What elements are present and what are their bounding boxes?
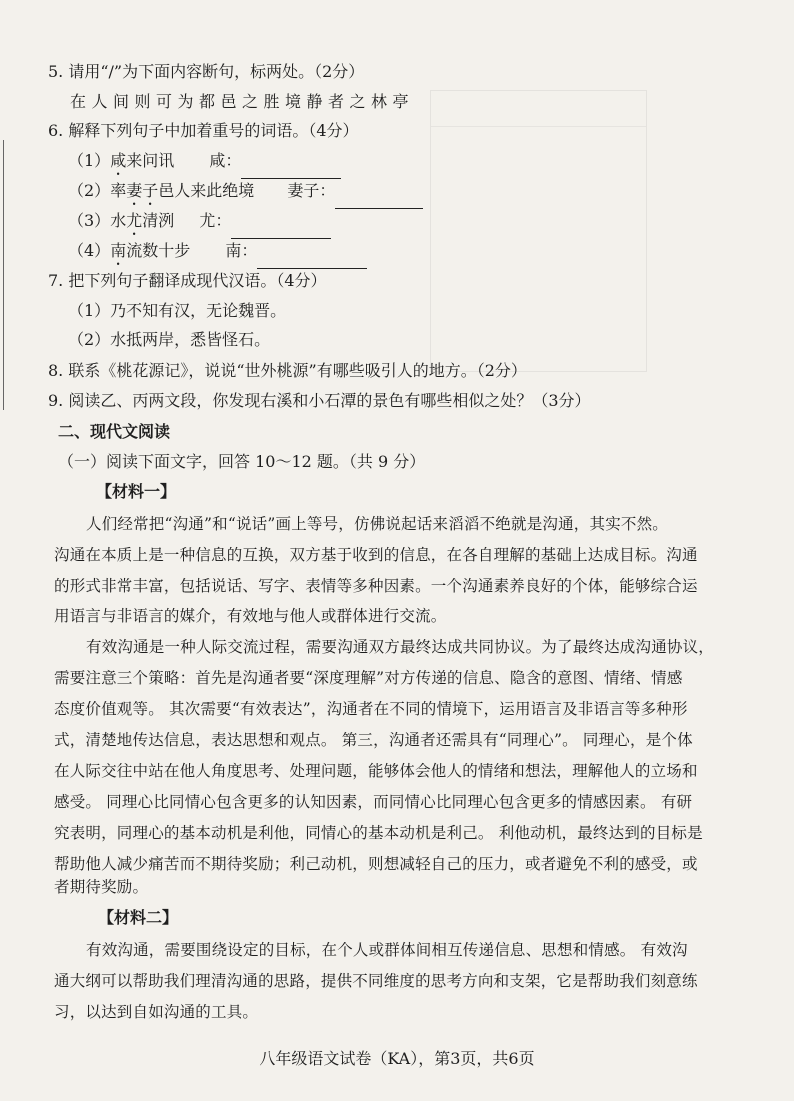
q6-item-3-answer-blank[interactable] bbox=[231, 222, 331, 239]
q6-item-2-answer-blank[interactable] bbox=[335, 192, 423, 209]
material1-line-11: 究表明，同理心的基本动机是利他，同情心的基本动机是利己。 利他动机，最终达到的目标是 bbox=[54, 824, 703, 842]
material1-line-10: 感受。 同理心比同情心包含更多的认知因素，而同情心比同理心包含更多的情感因素。 有研 bbox=[54, 793, 693, 811]
q8-prompt: 8. 联系《桃花源记》，说说“世外桃源”有哪些吸引人的地方。（2分） bbox=[48, 361, 527, 380]
material2-line-2: 通大纲可以帮助我们理清沟通的思路，提供不同维度的思考方向和支架，它是帮助我们刻意练 bbox=[54, 972, 698, 990]
q6-item-4-emph: 南 bbox=[110, 241, 127, 260]
q6-item-3-emph: 尤 bbox=[126, 211, 143, 230]
q9-prompt: 9. 阅读乙、丙两文段，你发现右溪和小石潭的景色有哪些相似之处？（3分） bbox=[48, 391, 591, 410]
q6-item-3-post: 清洌 bbox=[142, 211, 175, 230]
material2-line-1: 有效沟通，需要围绕设定的目标，在个人或群体间相互传递信息、思想和情感。 有效沟 bbox=[86, 941, 688, 959]
q6-item-2-post: 邑人来此绝境 bbox=[158, 181, 255, 200]
q6-item-2-emph: 妻子 bbox=[126, 181, 159, 200]
material1-line-4: 用语言与非语言的媒介，有效地与他人或群体进行交流。 bbox=[54, 607, 447, 625]
q6-item-2-num: （2） bbox=[68, 181, 111, 200]
q7-item-1: （1）乃不知有汉，无论魏晋。 bbox=[68, 301, 287, 320]
material1-line-3: 的形式非常丰富，包括说话、写字、表情等多种因素。一个沟通素养良好的个体，能够综合运 bbox=[54, 577, 698, 595]
material1-line-2: 沟通在本质上是一种信息的互换，双方基于收到的信息，在各自理解的基础上达成目标。沟通 bbox=[54, 546, 698, 564]
q6-item-2-term: 妻子： bbox=[287, 181, 336, 200]
q7-item-2: （2）水抵两岸，悉皆怪石。 bbox=[68, 330, 271, 349]
material1-line-7: 态度价值观等。 其次需要“有效表达”，沟通者在不同的情境下，运用语言及非语言等多种形 bbox=[54, 700, 688, 718]
material1-line-1: 人们经常把“沟通”和“说话”画上等号，仿佛说起话来滔滔不绝就是沟通，其实不然。 bbox=[86, 515, 668, 533]
q6-item-1-emph: 咸 bbox=[110, 151, 127, 170]
material1-line-8: 式，清楚地传达信息，表达思想和观点。 第三，沟通者还需具有“同理心”。 同理心，是个体 bbox=[54, 731, 693, 749]
material1-line-9: 在人际交往中站在他人角度思考、处理问题，能够体会他人的情绪和想法，理解他人的立场和 bbox=[54, 762, 698, 780]
section2-subtitle: （一）阅读下面文字，回答 10～12 题。（共 9 分） bbox=[58, 452, 426, 471]
q6-item-4-post: 流数十步 bbox=[126, 241, 191, 260]
q6-item-4 bbox=[68, 241, 367, 269]
q6-item-1-answer-blank[interactable] bbox=[241, 162, 341, 179]
q6-item-3-pre: 水 bbox=[110, 211, 127, 230]
q6-item-4-answer-blank[interactable] bbox=[257, 252, 367, 269]
q6-item-3-num: （3） bbox=[68, 211, 111, 230]
q6-item-4-term: 南： bbox=[225, 241, 258, 260]
material2-heading: 【材料二】 bbox=[98, 908, 179, 927]
q6-item-1-post: 来问讯 bbox=[126, 151, 175, 170]
material1-line-6: 需要注意三个策略：首先是沟通者要“深度理解”对方传递的信息、隐含的意图、情绪、情感 bbox=[54, 669, 683, 687]
material2-line-3: 习，以达到自如沟通的工具。 bbox=[54, 1003, 259, 1021]
q6-item-2 bbox=[68, 181, 423, 209]
q5-prompt: 5. 请用“/”为下面内容断句，标两处。（2分） bbox=[48, 62, 365, 81]
q6-item-1-num: （1） bbox=[68, 151, 111, 170]
q6-item-4-num: （4） bbox=[68, 241, 111, 260]
material1-line-13: 者期待奖励。 bbox=[54, 878, 149, 896]
binding-margin-line bbox=[0, 140, 4, 410]
q6-item-1 bbox=[68, 151, 341, 179]
q6-item-3 bbox=[68, 211, 331, 239]
q7-prompt: 7. 把下列句子翻译成现代汉语。（4分） bbox=[48, 271, 327, 290]
material1-line-5: 有效沟通是一种人际交流过程，需要沟通双方最终达成共同协议。为了最终达成沟通协议， bbox=[86, 638, 715, 656]
q6-item-2-pre: 率 bbox=[110, 181, 127, 200]
material1-heading: 【材料一】 bbox=[96, 482, 177, 501]
bleed-through-table bbox=[430, 90, 647, 372]
material1-line-12: 帮助他人减少痛苦而不期待奖励；利己动机，则想减轻自己的压力，或者避免不利的感受，或 bbox=[54, 855, 698, 873]
section2-title: 二、现代文阅读 bbox=[58, 422, 171, 441]
q6-item-3-term: 尤： bbox=[199, 211, 232, 230]
q6-item-1-term: 咸： bbox=[209, 151, 242, 170]
q5-sentence: 在人间则可为都邑之胜境静者之林亭 bbox=[70, 92, 415, 111]
page-footer: 八年级语文试卷（KA），第3页，共6页 bbox=[259, 1049, 535, 1068]
q6-prompt: 6. 解释下列句子中加着重号的词语。（4分） bbox=[48, 121, 359, 140]
